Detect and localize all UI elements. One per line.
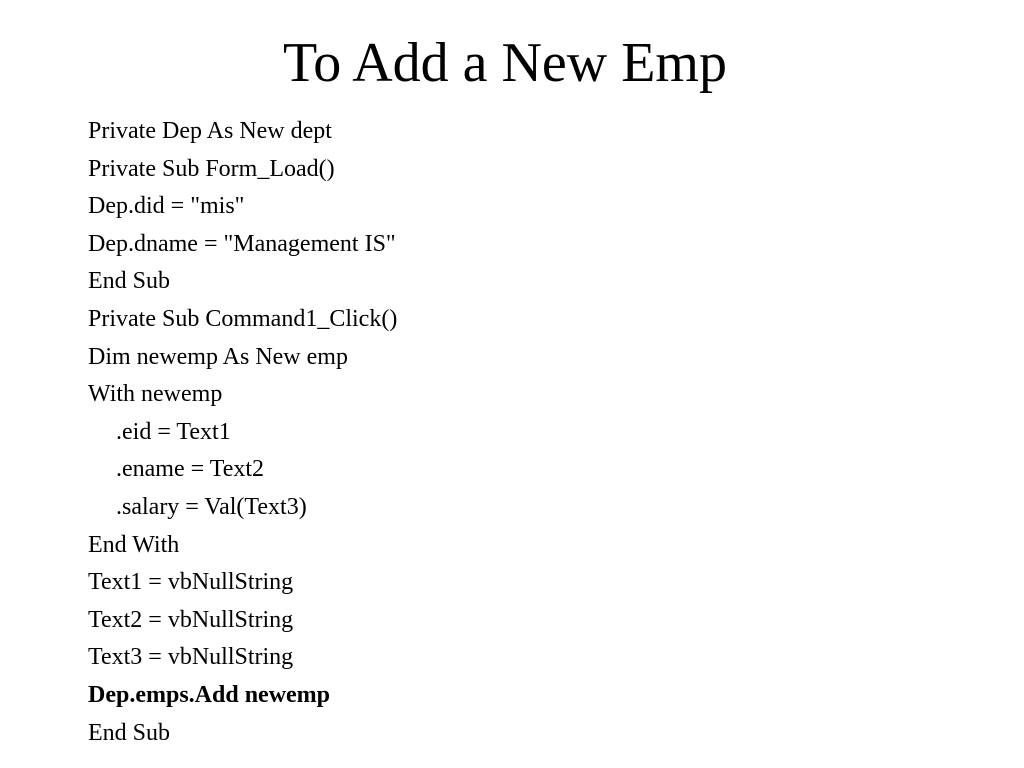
- code-line: End With: [88, 531, 180, 558]
- code-line: Private Sub Form_Load(): [88, 155, 335, 182]
- slide-title: To Add a New Emp: [282, 32, 727, 94]
- code-line: Private Sub Command1_Click(): [88, 305, 398, 332]
- code-line-indented: .eid = Text1: [116, 418, 231, 445]
- code-listing: [88, 113, 397, 752]
- code-line: End Sub: [88, 719, 171, 746]
- code-line: Dim newemp As New emp: [88, 343, 348, 370]
- code-line-highlighted: Dep.emps.Add newemp: [88, 681, 331, 708]
- code-line: End Sub: [88, 268, 171, 295]
- code-line: Dep.did = "mis": [88, 193, 245, 220]
- code-line: Dep.dname = "Management IS": [88, 230, 396, 257]
- code-line: With newemp: [88, 381, 223, 408]
- code-line: Text2 = vbNullString: [88, 606, 294, 633]
- code-line: Private Dep As New dept: [88, 118, 332, 144]
- code-line: Text3 = vbNullString: [88, 644, 294, 671]
- code-line: Text1 = vbNullString: [88, 569, 294, 596]
- code-line-indented: .salary = Val(Text3): [116, 493, 307, 520]
- code-line-indented: .ename = Text2: [116, 456, 265, 483]
